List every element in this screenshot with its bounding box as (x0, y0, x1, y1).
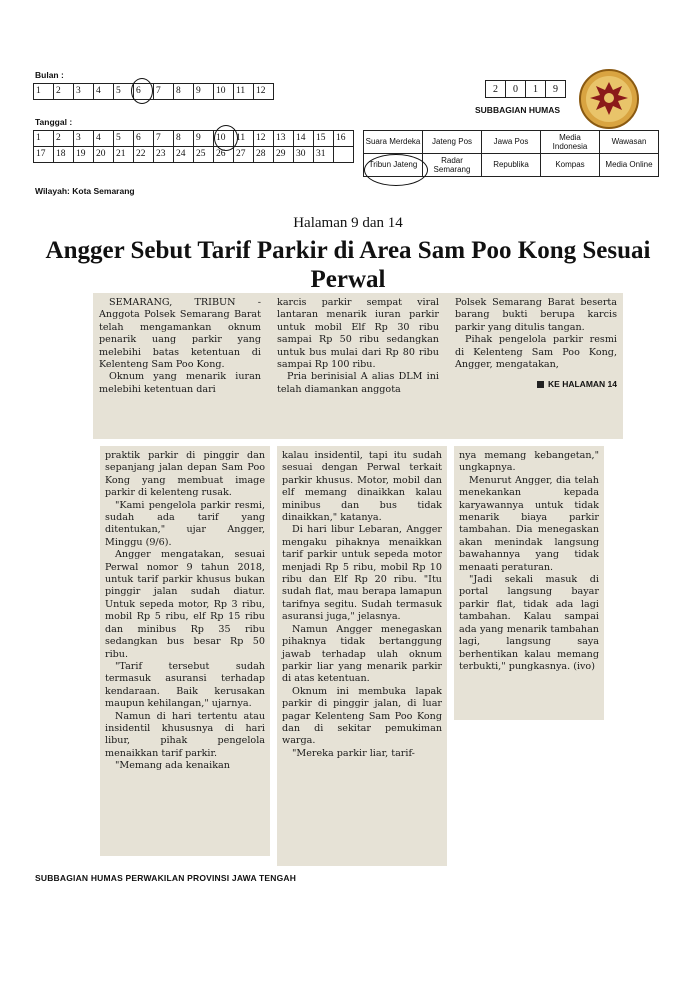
paragraph: praktik parkir di pinggir dan sepanjang jalan depan Sam Poo Kong yang membuat image parkir di kelenteng rusak. (105, 450, 265, 499)
year-digit: 2 (486, 81, 506, 98)
media-cell: Media Online (600, 154, 659, 177)
media-cell: Tribun Jateng (364, 154, 423, 177)
wilayah-label: Wilayah: Kota Semarang (35, 186, 135, 196)
paragraph: Oknum yang menarik iuran melebihi ketentuan dari (99, 371, 261, 395)
media-cell: Jateng Pos (423, 131, 482, 154)
date-cell: 18 (54, 147, 74, 163)
date-cell: 13 (274, 131, 294, 147)
bulan-label: Bulan : (35, 70, 64, 80)
date-cell: 7 (154, 131, 174, 147)
article-headline: Angger Sebut Tarif Parkir di Area Sam Poo Kong Sesuai Perwal (45, 237, 651, 293)
paragraph: "Memang ada kenaikan (115, 760, 230, 772)
month-grid (33, 83, 274, 100)
paragraph: kalau insidentil, tapi itu sudah sesuai dengan Perwal terkait parkir khusus. Motor, mobil dan elf memang dinaikkan kalau minibus dan bus tidak dinaikkan," katanya. (282, 450, 442, 524)
paragraph: Menurut Angger, dia telah menekankan kepada karyawannya untuk tidak menarik biaya parkir tambahan. Dia menegaskan akan menindak langsung bawahannya yang tidak menaati peraturan. (459, 474, 599, 573)
lead-column-3 (455, 297, 617, 389)
date-cell: 25 (194, 147, 214, 163)
month-cell: 11 (234, 84, 254, 100)
paragraph: Pria berinisial A alias DLM ini telah diamankan anggota (277, 371, 439, 395)
paragraph: "Jadi sekali masuk di portal langsung bayar parkir flat, tidak ada lagi tambahan. Kalau sampai ada yang menarik tambahan lagi, langsung saya berhentikan kalau memang terbukti," pungkasnya. (ivo) (459, 574, 599, 672)
paragraph: Namun di hari tertentu atau insidentil khususnya di hari libur, pihak pengelola menaikkan tarif parkir. (105, 710, 265, 759)
month-cell: 9 (194, 84, 214, 100)
month-cell: 1 (34, 84, 54, 100)
media-cell: Republika (482, 154, 541, 177)
lead-column-2 (277, 297, 439, 396)
media-cell: Kompas (541, 154, 600, 177)
date-cell: 23 (154, 147, 174, 163)
date-cell: 5 (114, 131, 134, 147)
month-cell: 12 (254, 84, 274, 100)
date-cell: 14 (294, 131, 314, 147)
date-cell: 12 (254, 131, 274, 147)
month-cell: 7 (154, 84, 174, 100)
paragraph: Namun Angger menegaskan pihaknya tidak bertanggung jawab terhadap ulah oknum parkir liar yang menarik parkir di atas ketentuan. (282, 623, 442, 685)
date-cell: 28 (254, 147, 274, 163)
year-digit: 0 (506, 81, 526, 98)
year-digit: 1 (526, 81, 546, 98)
date-cell: 2 (54, 131, 74, 147)
media-cell: Suara Merdeka (364, 131, 423, 154)
paragraph: "Kami pengelola parkir resmi, sudah ada tarif yang ditentukan," ujar Angger, Minggu (9/6). (105, 499, 265, 548)
date-cell: 24 (174, 147, 194, 163)
lead-column-1 (99, 297, 261, 396)
media-cell: Jawa Pos (482, 131, 541, 154)
date-cell: 11 (234, 131, 254, 147)
month-cell: 3 (74, 84, 94, 100)
garuda-emblem (578, 68, 640, 130)
media-cell: Media Indonesia (541, 131, 600, 154)
paragraph: nya memang kebangetan," ungkapnya. (459, 450, 599, 474)
selected-date-circle (214, 125, 238, 151)
footer: SUBBAGIAN HUMAS PERWAKILAN PROVINSI JAWA TENGAH (35, 873, 297, 883)
paragraph: Angger mengatakan, sesuai Perwal nomor 9 tahun 2018, untuk tarif parkir khusus bukan pinggir jalan sudah diatur. Untuk sepeda motor, Rp 3 ribu, mobil Rp 5 ribu, elf Rp 15 ribu dan minibus Rp 35 ribu sedangkan bus besar Rp 50 ribu. (105, 549, 265, 660)
selected-month-circle (131, 78, 153, 104)
date-cell: 31 (314, 147, 334, 163)
lead-clipping (93, 293, 623, 439)
selected-media-circle (364, 154, 428, 186)
paragraph: karcis parkir sempat viral lantaran menarik iuran parkir untuk mobil Elf Rp 30 ribu sampai Rp 50 ribu sedangkan untuk bus mulai dari Rp 80 ribu sampai Rp 100 ribu. (277, 297, 439, 371)
date-cell: 1 (34, 131, 54, 147)
date-cell: 15 (314, 131, 334, 147)
date-cell: 10 (214, 131, 234, 147)
month-cell: 8 (174, 84, 194, 100)
date-cell: 8 (174, 131, 194, 147)
date-cell: 16 (334, 131, 354, 147)
date-cell: 29 (274, 147, 294, 163)
year-digit: 9 (546, 81, 566, 98)
year-box (485, 80, 566, 98)
page-reference: Halaman 9 dan 14 (293, 215, 403, 231)
paragraph: "Tarif tersebut sudah termasuk asuransi terhadap kendaraan. Baik kerusakan maupun kehilangan," ujarnya. (105, 660, 265, 710)
media-cell: Radar Semarang (423, 154, 482, 177)
date-cell: 30 (294, 147, 314, 163)
org-name: SUBBAGIAN HUMAS (475, 105, 560, 115)
month-cell: 6 (134, 84, 154, 100)
month-cell: 2 (54, 84, 74, 100)
paragraph: SEMARANG, TRIBUN - Anggota Polsek Semarang Barat telah mengamankan oknum penarik uang parkir yang melebihi batas ketentuan di Kelenteng Sam Poo Kong. (99, 297, 261, 371)
paragraph: Polsek Semarang Barat beserta barang bukti berupa karcis parkir yang ditulis tangan. (455, 297, 617, 333)
date-cell: 6 (134, 131, 154, 147)
date-cell: 22 (134, 147, 154, 163)
month-cell: 4 (94, 84, 114, 100)
date-cell: 19 (74, 147, 94, 163)
date-cell: 4 (94, 131, 114, 147)
date-cell-empty (334, 147, 354, 163)
date-cell: 27 (234, 147, 254, 163)
paragraph: Pihak pengelola parkir resmi di Kelenteng Sam Poo Kong, Angger, mengatakan, (455, 334, 617, 371)
continuation-column-3 (454, 446, 604, 720)
continuation-column-2 (277, 446, 447, 866)
continuation-column-1 (100, 446, 270, 856)
paragraph: Di hari libur Lebaran, Angger mengaku pihaknya menaikkan tarif parkir untuk sepeda motor menjadi Rp 5 ribu, mobil Rp 10 ribu dan Elf Rp 20 ribu. "Itu sudah flat, mau berapa lamapun tarifnya segitu. Sudah termasuk asuransi juga," jelasnya. (282, 524, 442, 623)
date-cell: 9 (194, 131, 214, 147)
continuation-label: KE HALAMAN 14 (455, 379, 617, 389)
month-cell: 5 (114, 84, 134, 100)
date-cell: 17 (34, 147, 54, 163)
month-cell: 10 (214, 84, 234, 100)
date-cell: 21 (114, 147, 134, 163)
paragraph: "Mereka parkir liar, tarif- (292, 747, 415, 759)
media-cell: Wawasan (600, 131, 659, 154)
date-cell: 26 (214, 147, 234, 163)
date-cell: 20 (94, 147, 114, 163)
date-cell: 3 (74, 131, 94, 147)
paragraph: Oknum ini membuka lapak parkir di pinggir jalan, di luar pagar Kelenteng Sam Poo Kong dan di sekitar pemukiman warga. (282, 685, 442, 747)
date-grid (33, 130, 354, 163)
tanggal-label: Tanggal : (35, 117, 73, 127)
